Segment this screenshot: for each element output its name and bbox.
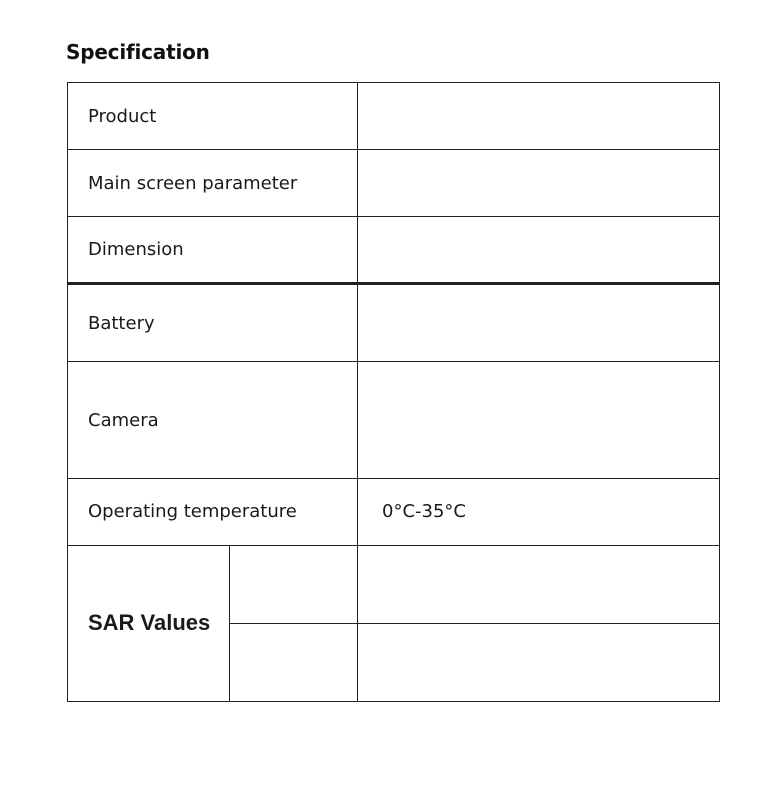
table-row-product [68,83,720,150]
row-value [358,83,720,150]
table-row-sar-1 [68,545,720,623]
sar-values-label: SAR Values [68,545,230,701]
table-row-battery [68,284,720,362]
sar-sub-label [230,545,358,623]
row-label: Operating temperature [68,478,358,545]
sar-value [358,545,720,623]
table-row-dimension [68,217,720,284]
sar-value [358,623,720,701]
table-row-main-screen-parameter [68,150,720,217]
row-label: Product [68,83,358,150]
row-label: Dimension [68,217,358,284]
row-label: Main screen parameter [68,150,358,217]
row-value [358,362,720,478]
row-value: 0°C-35°C [358,478,720,545]
specification-table [67,82,720,702]
row-label: Battery [68,284,358,362]
page-title: Specification [66,40,210,64]
row-value [358,150,720,217]
sar-sub-label [230,623,358,701]
table-row-operating-temperature [68,478,720,545]
row-value [358,284,720,362]
row-label: Camera [68,362,358,478]
table-row-camera [68,362,720,478]
row-value [358,217,720,284]
